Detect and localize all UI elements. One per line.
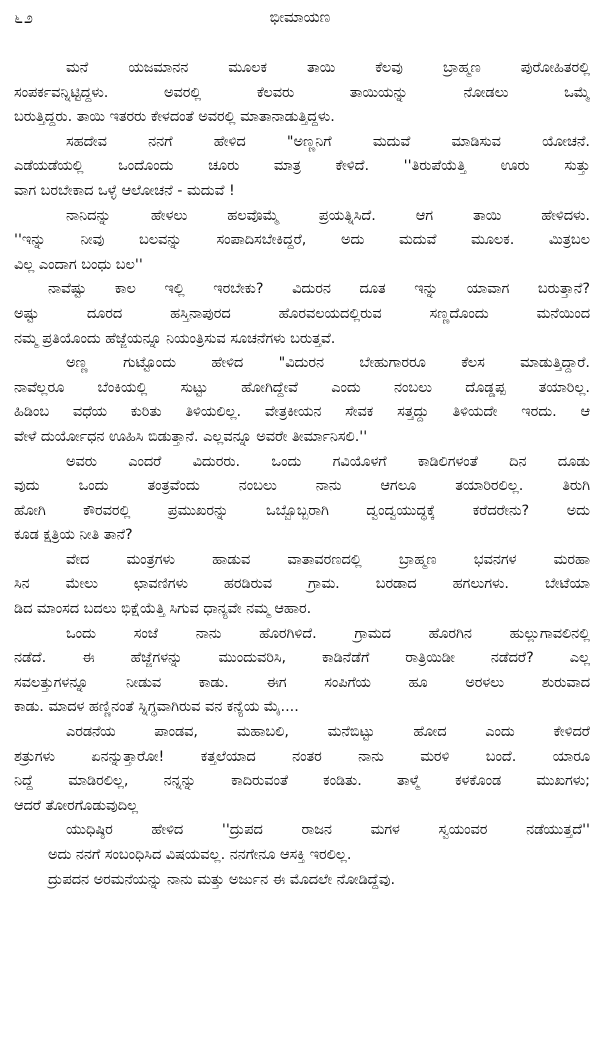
text-line: ನಾವೆಲ್ಲರೂ ಬೆಂಕಿಯಲ್ಲಿ ಸುಟ್ಟು ಹೋಗಿದ್ದೇವೆ ಎಂದು ನಂಬಲು ದೊಡ್ಡಪ್ಪ ತಯಾರಿಲ್ಲ. — [14, 379, 590, 396]
page-header — [0, 6, 600, 34]
text-line: ನಾನಿದನ್ನು ಹೇಳಲು ಹಲವೊಮ್ಮೆ ಪ್ರಯತ್ನಿಸಿದೆ. ಆಗ ತಾಯಿ ಹೇಳಿದಳು. — [66, 207, 590, 224]
text-line: ಹಿಡಿಂಬ ವಧೆಯ ಕುರಿತು ತಿಳಿಯಲಿಲ್ಲ. ವೇತ್ರಕೀಯನ ಸೇವಕ ಸತ್ತದ್ದು ತಿಳಿಯದೇ ಇರದು. ಆ — [14, 404, 590, 421]
text-line: ಡಿದ ಮಾಂಸದ ಬದಲು ಭಿಕ್ಷೆಯೆತ್ತಿ ಸಿಗುವ ಧಾನ್ಯವೇ ನಮ್ಮ ಆಹಾರ. — [14, 601, 312, 618]
text-line: ನಾವೆಷ್ಟು ಕಾಲ ಇಲ್ಲಿ ಇರಬೇಕು? ವಿದುರನ ದೂತ ಇನ್ನು ಯಾವಾಗ ಬರುತ್ತಾನೆ? — [48, 281, 590, 298]
text-line: ಅಣ್ಣ ಗುಟ್ಟೊಂದು ಹೇಳಿದ "ವಿದುರನ ಬೇಹುಗಾರರೂ ಕೆಲಸ ಮಾಡುತ್ತಿದ್ದಾರೆ. — [66, 355, 590, 372]
text-line: ಹೋಗಿ ಕೌರವರಲ್ಲಿ ಪ್ರಮುಖರನ್ನು ಒಬ್ಬೊಬ್ಬರಾಗಿ ದ್ವಂದ್ವಯುದ್ಧಕ್ಕೆ ಕರೆದರೇನು? ಅದು — [14, 502, 590, 519]
text-line: ಮನೆ ಯಜಮಾನನ ಮೂಲಕ ತಾಯಿ ಕೆಲವು ಬ್ರಾಹ್ಮಣ ಪುರೋಹಿತರಲ್ಲಿ — [66, 60, 590, 76]
text-line: ಎರಡನೆಯ ಪಾಂಡವ, ಮಹಾಬಲಿ, ಮನೆಬಿಟ್ಟು ಹೋದ ಎಂದು ಕೇಳಿದರೆ — [66, 724, 590, 741]
running-title: ಭೀಮಾಯಣ — [269, 8, 331, 26]
text-line: ಸಿನ ಮೇಲು ಛಾವಣಿಗಳು ಹರಡಿರುವ ಗ್ರಾಮ. ಬರಡಾದ ಹಗಲುಗಳು. ಬೇಟೆಯಾ — [14, 576, 590, 593]
text-line: ನಡೆದೆ. ಈ ಹೆಜ್ಜೆಗಳನ್ನು ಮುಂದುವರಿಸಿ, ಕಾಡಿನೆಡೆಗೆ ರಾತ್ರಿಯಿಡೀ ನಡೆದರೆ? ಎಲ್ಲ — [14, 650, 590, 667]
text-line: ಅದು ನನಗೆ ಸಂಬಂಧಿಸಿದ ವಿಷಯವಲ್ಲ. ನನಗೇನೂ ಆಸಕ್ತಿ ಇರಲಿಲ್ಲ. — [48, 847, 352, 863]
text-line: ಒಂದು ಸಂಜೆ ನಾನು ಹೊರಗಿಳಿದೆ. ಗ್ರಾಮದ ಹೊರಗಿನ ಹುಲ್ಲುಗಾವಲಿನಲ್ಲಿ — [66, 625, 590, 642]
text-line: ಅಷ್ಟು ದೂರದ ಹಸ್ತಿನಾಪುರದ ಹೊರವಲಯದಲ್ಲಿರುವ ಸಣ್ಣದೊಂದು ಮನೆಯಿಂದ — [14, 305, 590, 322]
text-line: ವಿಲ್ಲ ಎಂದಾಗ ಬಂಧು ಬಲ'' — [14, 256, 143, 273]
text-line: ಆದರೆ ತೋರಗೊಡುವುದಿಲ್ಲ — [14, 797, 139, 814]
text-line: ಸಹದೇವ ನನಗೆ ಹೇಳಿದ "ಅಣ್ಣನಿಗೆ ಮದುವೆ ಮಾಡಿಸುವ ಯೋಚನೆ. — [66, 133, 590, 150]
body-text — [14, 56, 590, 892]
text-line: ಅವರು ಎಂದರೆ ವಿದುರರು. ಒಂದು ಗವಿಯೊಳಗೆ ಕಾಡಿಲಿಗಳಂತೆ ದಿನ ದೂಡು — [66, 453, 590, 470]
text-line: ಕಾಡು. ಮಾದಳ ಹಣ್ಣಿನಂತೆ ಸ್ನಿಗ್ಧವಾಗಿರುವ ವನ ಕನ್ಯೆಯ ಮೈ.... — [14, 699, 299, 716]
text-line: ನಮ್ಮ ಪ್ರತಿಯೊಂದು ಹೆಜ್ಜೆಯನ್ನೂ ನಿಯಂತ್ರಿಸುವ ಸೂಚನೆಗಳು ಬರುತ್ತವೆ. — [14, 330, 336, 347]
text-line: ದ್ರುಪದನ ಅರಮನೆಯನ್ನು ನಾನು ಮತ್ತು ಅರ್ಜುನ ಈ ಮೊದಲೇ ನೋಡಿದ್ದೆವು. — [48, 871, 396, 888]
text-line: ಬರುತ್ತಿದ್ದರು. ತಾಯಿ ಇತರರು ಕೇಳದಂತೆ ಅವರಲ್ಲಿ ಮಾತಾನಾಡುತ್ತಿದ್ದಳು. — [14, 109, 335, 126]
text-line: ಸಂಪರ್ಕವನ್ನಿಟ್ಟಿದ್ದಳು. ಅವರಲ್ಲಿ ಕೆಲವರು ತಾಯಿಯನ್ನು ನೋಡಲು ಒಮ್ಮೆ — [14, 84, 590, 101]
text-line: ಶತ್ರುಗಳು ಏನನ್ನುತ್ತಾರೋ! ಕತ್ತಲೆಯಾದ ನಂತರ ನಾನು ಮರಳಿ ಬಂದೆ. ಯಾರೂ — [14, 748, 590, 765]
text-line: ನಿದ್ದೆ ಮಾಡಿರಲಿಲ್ಲ, ನನ್ನನ್ನು ಕಾದಿರುವಂತೆ ಕಂಡಿತು. ತಾಳ್ಮೆ ಕಳಕೊಂಡ ಮುಖಗಳು; — [14, 773, 590, 790]
text-line: ಕೂಡ ಕ್ಷತ್ರಿಯ ನೀತಿ ತಾನೆ? — [14, 527, 133, 544]
text-line: ಸವಲತ್ತುಗಳನ್ನೂ ನೀಡುವ ಕಾಡು. ಈಗ ಸಂಪಿಗೆಯ ಹೂ ಅರಳಲು ಶುರುವಾದ — [14, 674, 590, 691]
text-line: ಯುಧಿಷ್ಠಿರ ಹೇಳಿದ ''ದ್ರುಪದ ರಾಜನ ಮಗಳ ಸ್ವಯಂವರ ನಡೆಯುತ್ತದೆ'' — [66, 822, 590, 839]
text-line: ವೇಳೆ ದುರ್ಯೋಧನ ಊಹಿಸಿ ಬಿಡುತ್ತಾನೆ. ಎಲ್ಲವನ್ನೂ ಅವರೇ ತೀರ್ಮಾನಿಸಲಿ.'' — [14, 428, 368, 445]
text-line: ವುದು ಒಂದು ತಂತ್ರವೆಂದು ನಂಬಲು ನಾನು ಆಗಲೂ ತಯಾರಿರಲಿಲ್ಲ. ತಿರುಗಿ — [14, 478, 590, 495]
text-line: ವಾಗ ಬರಬೇಕಾದ ಒಳ್ಳೆ ಆಲೋಚನೆ - ಮದುವೆ ! — [14, 182, 235, 199]
page-number: ೬೨ — [14, 8, 34, 27]
text-line: ವೇದ ಮಂತ್ರಗಳು ಹಾಡುವ ವಾತಾವರಣದಲ್ಲಿ ಬ್ರಾಹ್ಮಣ ಭವನಗಳ ಮರಹಾ — [66, 551, 590, 568]
text-line: ''ಇನ್ನು ನೀವು ಬಲವನ್ನು ಸಂಪಾದಿಸಬೇಕಿದ್ದರೆ, ಅದು ಮದುವೆ ಮೂಲಕ. ಮಿತ್ರಬಲ — [14, 232, 590, 249]
text-line: ಎಡೆಯಡೆಯಲ್ಲಿ ಒಂದೊಂದು ಚೂರು ಮಾತ್ರ ಕೇಳಿದೆ. ''ತಿರುಪೆಯೆತ್ತಿ ಊರು ಸುತ್ತು — [14, 158, 590, 175]
